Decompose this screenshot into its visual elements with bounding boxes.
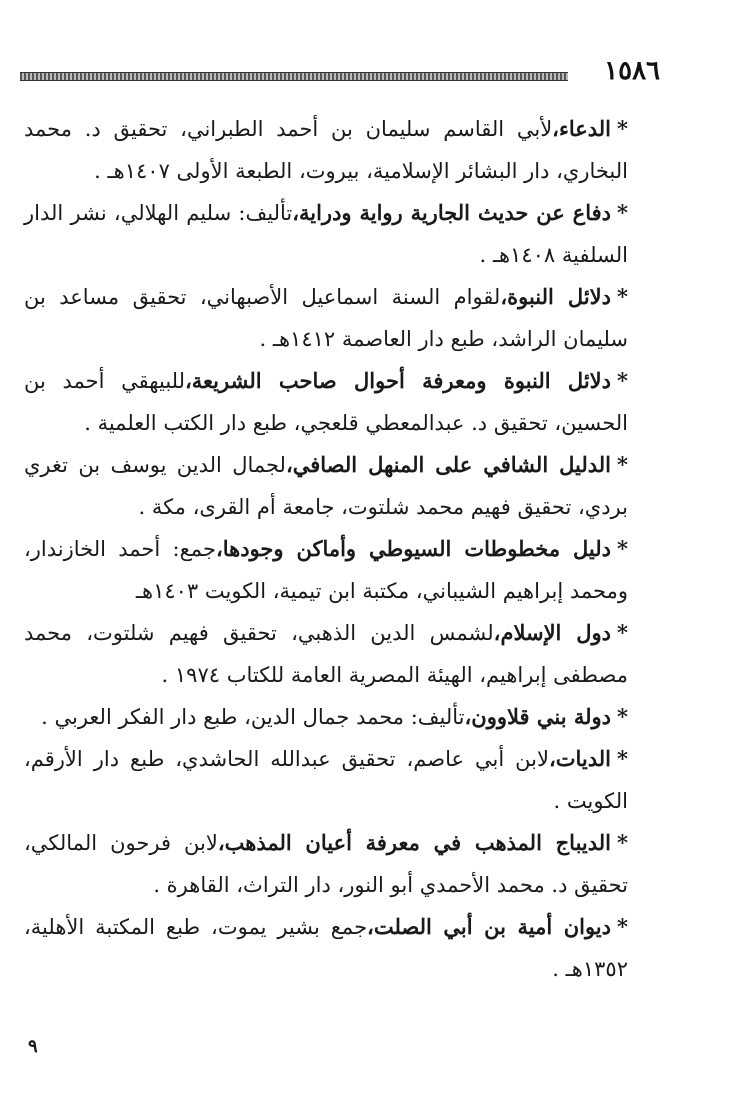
entry-text: لشمس الدين الذهبي، تحقيق فهيم شلتوت، محمد مصطفى إبراهيم، الهيئة المصرية العامة للكتاب ١٩٧٤ . [24, 621, 628, 687]
entry-text: لأبي القاسم سليمان بن أحمد الطبراني، تحقيق د. محمد البخاري، دار البشائر الإسلامية، بيروت، الطبعة الأولى ١٤٠٧هـ . [24, 117, 628, 183]
footer-mark: ٩ [28, 1036, 38, 1057]
entry-marker: * [617, 536, 629, 561]
entry-title: دولة بني قلاوون، [464, 704, 612, 729]
entry-marker: * [617, 746, 628, 771]
entry-title: الديباج المذهب في معرفة أعيان المذهب، [217, 830, 612, 855]
page-number: ١٥٨٦ [604, 56, 660, 86]
bibliography-entry [24, 276, 628, 360]
entry-title: الديات، [548, 746, 612, 771]
entry-marker: * [617, 200, 628, 225]
bibliography-entry [24, 528, 628, 612]
entry-title: دلائل النبوة، [500, 284, 612, 309]
entry-text: جمع: أحمد الخازندار، ومحمد إبراهيم الشيباني، مكتبة ابن تيمية، الكويت ١٤٠٣هـ [24, 537, 628, 603]
entry-text: لقوام السنة اسماعيل الأصبهاني، تحقيق مساعد بن سليمان الراشد، طبع دار العاصمة ١٤١٢هـ . [24, 285, 628, 351]
bibliography-entries [24, 108, 628, 990]
entry-marker: * [617, 914, 628, 939]
entry-marker: * [617, 452, 628, 477]
entry-text: تأليف: محمد جمال الدين، طبع دار الفكر العربي . [41, 705, 465, 729]
bibliography-entry [24, 192, 628, 276]
entry-text: لابن أبي عاصم، تحقيق عبدالله الحاشدي، طبع دار الأرقم، الكويت . [24, 747, 628, 813]
bibliography-entry [24, 612, 628, 696]
header-rule [20, 72, 568, 81]
entry-text: جمع بشير يموت، طبع المكتبة الأهلية، ١٣٥٢هـ . [24, 915, 628, 981]
entry-marker: * [617, 284, 628, 309]
page-header [20, 56, 660, 92]
bibliography-entry [24, 738, 628, 822]
entry-marker: * [617, 620, 628, 645]
entry-marker: * [617, 116, 628, 141]
entry-text: تأليف: سليم الهلالي، نشر الدار السلفية ١٤٠٨هـ . [24, 201, 628, 267]
entry-marker: * [617, 704, 628, 729]
bibliography-entry [24, 444, 628, 528]
entry-title: دليل مخطوطات السيوطي وأماكن وجودها، [215, 536, 612, 561]
bibliography-entry [24, 822, 628, 906]
bibliography-entry [24, 696, 628, 738]
entry-text: للبيهقي أحمد بن الحسين، تحقيق د. عبدالمعطي قلعجي، طبع دار الكتب العلمية . [24, 369, 628, 435]
entry-marker: * [617, 830, 628, 855]
entry-title: دلائل النبوة ومعرفة أحوال صاحب الشريعة، [185, 368, 612, 393]
entry-title: دفاع عن حديث الجارية رواية ودراية، [292, 200, 612, 225]
entry-title: ديوان أمية بن أبي الصلت، [367, 914, 611, 939]
entry-text: لابن فرحون المالكي، تحقيق د. محمد الأحمدي أبو النور، دار التراث، القاهرة . [24, 831, 628, 897]
entry-text: لجمال الدين يوسف بن تغري بردي، تحقيق فهيم محمد شلتوت، جامعة أم القرى، مكة . [24, 453, 628, 519]
bibliography-entry [24, 108, 628, 192]
entry-title: الدعاء، [552, 116, 612, 141]
entry-title: دول الإسلام، [493, 620, 612, 645]
bibliography-entry [24, 906, 628, 990]
entry-title: الدليل الشافي على المنهل الصافي، [285, 452, 611, 477]
bibliography-entry [24, 360, 628, 444]
entry-marker: * [617, 368, 628, 393]
